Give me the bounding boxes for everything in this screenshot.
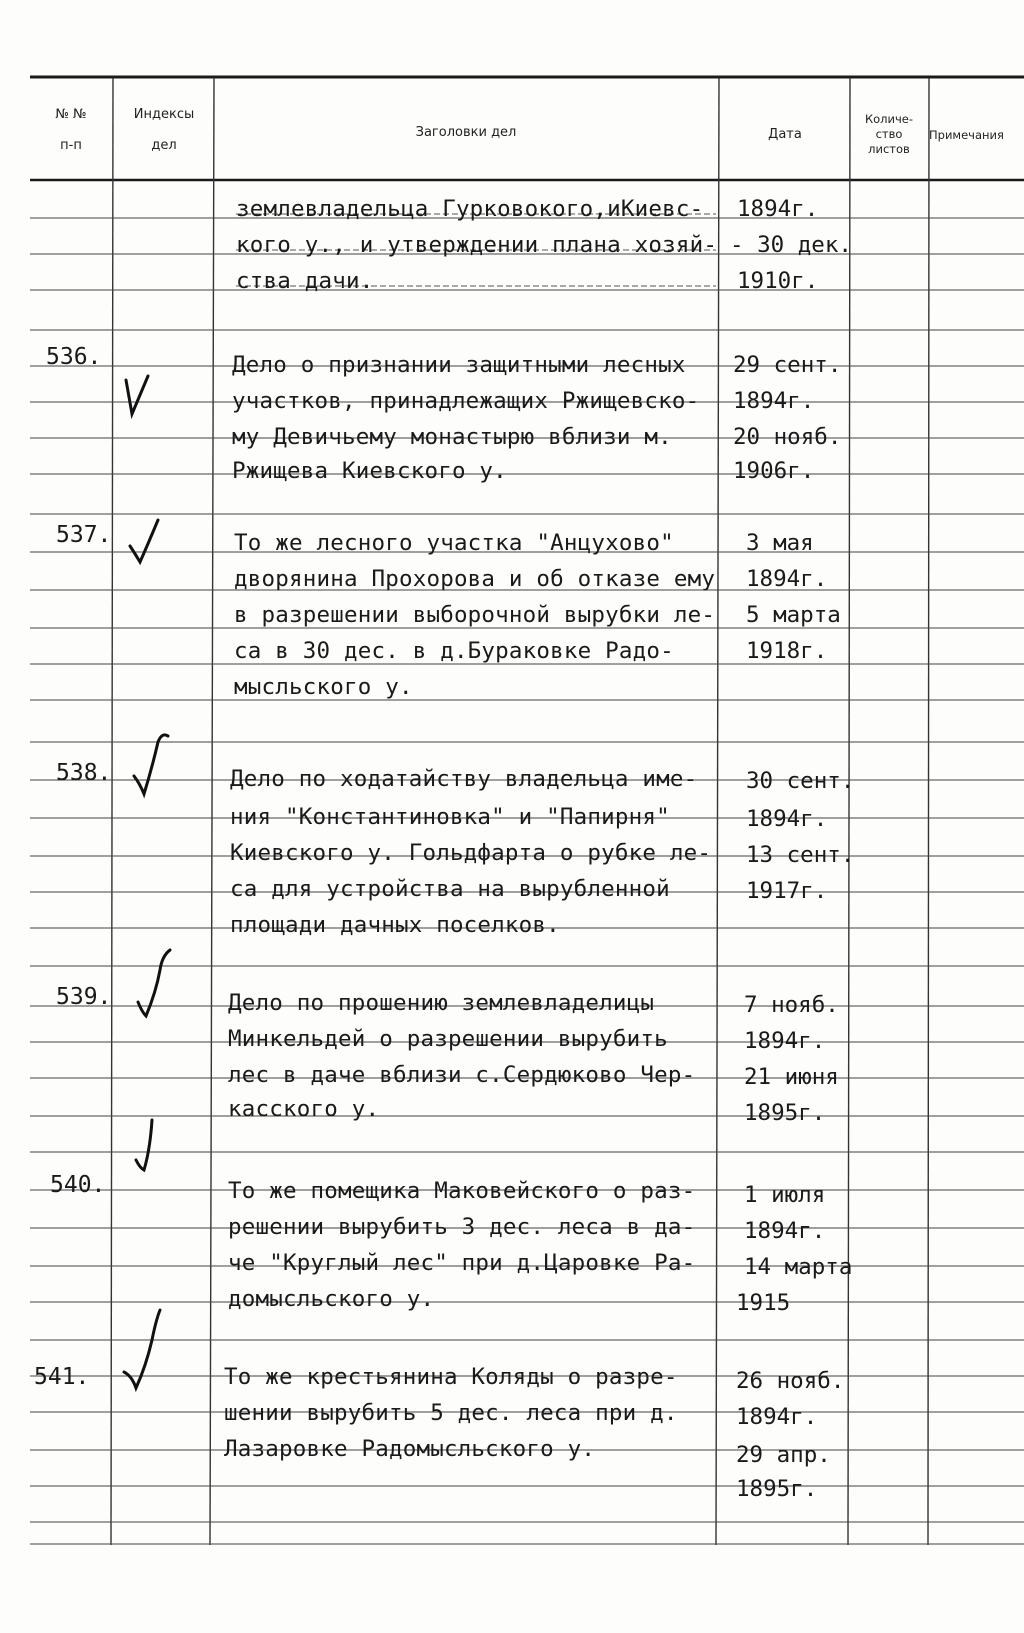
record-date: 1 июля bbox=[744, 1182, 826, 1208]
header-col-number bbox=[36, 106, 106, 154]
checkmark-icon bbox=[132, 1116, 172, 1176]
record-date: 1915 bbox=[736, 1290, 791, 1316]
record-date: 1918г. bbox=[746, 638, 828, 664]
record-line: касского у. bbox=[228, 1096, 380, 1122]
record-line: му Девичьему монастырю вблизи м. bbox=[232, 424, 672, 450]
continuation-date: - 30 дек. bbox=[730, 232, 852, 258]
continuation-date: 1910г. bbox=[737, 268, 819, 294]
checkmark-icon bbox=[118, 1306, 178, 1396]
record-date: 3 мая bbox=[746, 530, 814, 556]
header-col-number-line1: № № bbox=[55, 107, 87, 122]
record-date: 13 сент. bbox=[746, 842, 855, 868]
record-number: 541. bbox=[34, 1364, 90, 1390]
checkmark-icon bbox=[132, 946, 182, 1026]
record-line: в разрешении выборочной вырубки ле- bbox=[234, 602, 716, 628]
header-col-count-line3: листов bbox=[868, 142, 910, 156]
continuation-date: 1894г. bbox=[737, 196, 819, 222]
header-col-index bbox=[118, 106, 210, 154]
record-date: 29 сент. bbox=[733, 352, 842, 378]
continuation-line: кого у., и утверждении плана хозяй- bbox=[236, 232, 718, 258]
record-date: 26 нояб. bbox=[736, 1368, 845, 1394]
record-date: 7 нояб. bbox=[744, 992, 839, 1018]
record-date: 1894г. bbox=[744, 1028, 826, 1054]
record-line: че "Круглый лес" при д.Царовке Ра- bbox=[228, 1250, 696, 1276]
record-line: домысльского у. bbox=[228, 1286, 435, 1312]
record-line: мысльского у. bbox=[234, 674, 413, 700]
record-date: 1894г. bbox=[744, 1218, 826, 1244]
continuation-line: землевладельца Гурковокого,иКиевс- bbox=[236, 196, 704, 222]
record-number: 536. bbox=[46, 344, 102, 370]
checkmark-icon bbox=[122, 372, 162, 422]
record-date: 21 июня bbox=[744, 1064, 839, 1090]
record-line: То же лесного участка "Анцухово" bbox=[234, 530, 674, 556]
record-line: участков, принадлежащих Ржищевско- bbox=[232, 388, 700, 414]
header-col-index-line2: дел bbox=[151, 138, 177, 153]
record-date: 1917г. bbox=[746, 878, 828, 904]
record-date: 1894г. bbox=[746, 806, 828, 832]
record-date: 14 марта bbox=[744, 1254, 853, 1280]
header-col-notes: Примечания bbox=[929, 128, 1004, 142]
record-line: Киевского у. Гольдфарта о рубке ле- bbox=[230, 840, 712, 866]
record-line: То же крестьянина Коляды о разре- bbox=[224, 1364, 678, 1390]
header-col-count-line1: Количе- bbox=[864, 112, 914, 126]
record-line: ния "Константиновка" и "Папирня" bbox=[230, 804, 670, 830]
checkmark-icon bbox=[124, 516, 174, 572]
record-line: Дело о признании защитными лесных bbox=[232, 352, 686, 378]
record-date: 1895г. bbox=[736, 1476, 818, 1502]
header-col-count bbox=[850, 112, 928, 157]
record-line: Дело по ходатайству владельца име- bbox=[230, 766, 698, 792]
record-date: 29 апр. bbox=[736, 1442, 831, 1468]
record-date: 20 нояб. bbox=[733, 424, 842, 450]
record-number: 540. bbox=[50, 1172, 106, 1198]
record-date: 1895г. bbox=[744, 1100, 826, 1126]
continuation-line: ства дачи. bbox=[236, 268, 374, 294]
record-date: 5 марта bbox=[746, 602, 841, 628]
record-line: шении вырубить 5 дес. леса при д. bbox=[224, 1400, 678, 1426]
header-col-title: Заголовки дел bbox=[415, 125, 517, 140]
record-date: 1894г. bbox=[736, 1404, 818, 1430]
header-col-number-line2: п-п bbox=[60, 138, 82, 153]
header-col-count-line2: ство bbox=[875, 127, 903, 141]
record-line: решении вырубить 3 дес. леса в да- bbox=[228, 1214, 696, 1240]
record-number: 537. bbox=[56, 522, 112, 548]
record-line: лес в даче вблизи с.Сердюково Чер- bbox=[228, 1062, 696, 1088]
record-line: Минкельдей о разрешении вырубить bbox=[228, 1026, 668, 1052]
record-number: 538. bbox=[56, 760, 112, 786]
header-col-index-line1: Индексы bbox=[133, 107, 195, 122]
record-line: са в 30 дес. в д.Бураковке Радо- bbox=[234, 638, 674, 664]
record-line: Лазаровке Радомысльского у. bbox=[224, 1436, 596, 1462]
checkmark-icon bbox=[128, 728, 178, 800]
record-line: Дело по прошению землевладелицы bbox=[228, 990, 655, 1016]
record-line: То же помещика Маковейского о раз- bbox=[228, 1178, 696, 1204]
record-date: 30 сент. bbox=[746, 768, 855, 794]
header-col-date: Дата bbox=[768, 127, 802, 142]
record-date: 1894г. bbox=[746, 566, 828, 592]
record-line: площади дачных поселков. bbox=[230, 912, 560, 938]
record-line: Ржищева Киевского у. bbox=[232, 458, 507, 484]
record-number: 539. bbox=[56, 984, 112, 1010]
record-date: 1906г. bbox=[733, 458, 815, 484]
record-line: дворянина Прохорова и об отказе ему bbox=[234, 566, 716, 592]
record-line: са для устройства на вырубленной bbox=[230, 876, 670, 902]
record-date: 1894г. bbox=[733, 388, 815, 414]
